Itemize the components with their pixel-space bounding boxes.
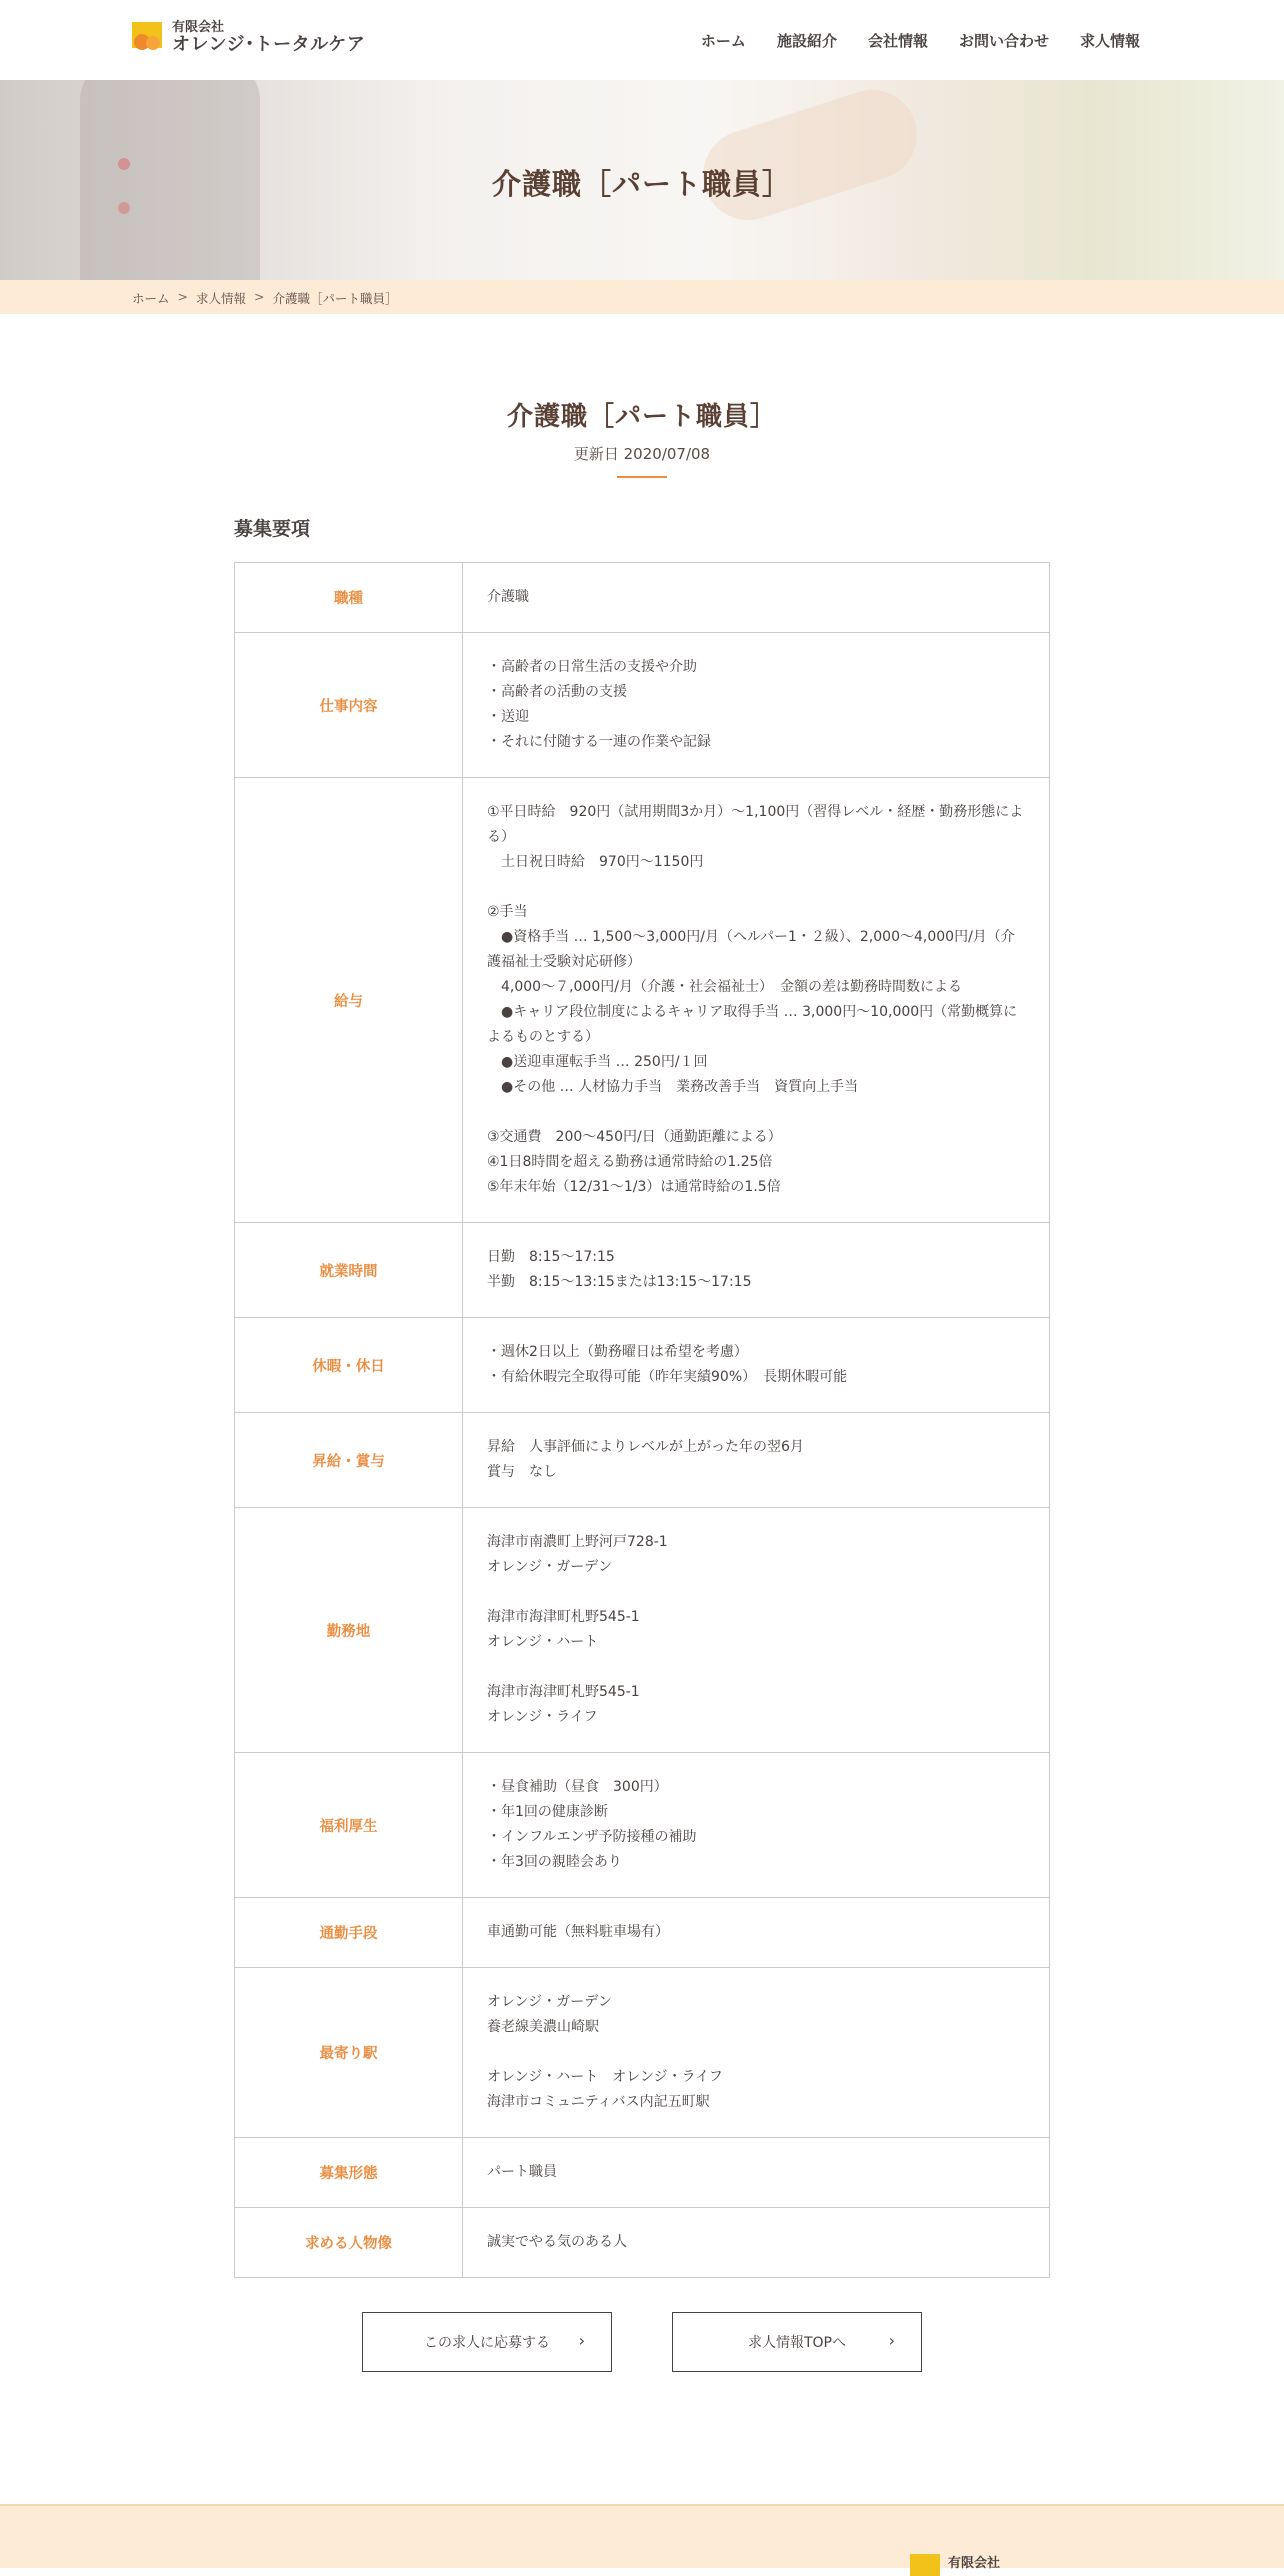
breadcrumb-separator: > (254, 289, 265, 304)
table-row-value: オレンジ・ガーデン 養老線美濃山崎駅 オレンジ・ハート オレンジ・ライフ 海津市コミュニティバス内記五町駅 (487, 1994, 723, 2110)
table-row-value: 誠実でやる気のある人 (487, 2234, 627, 2250)
table-row (235, 563, 1049, 632)
table-row-label: 求める人物像 (235, 2208, 463, 2277)
updated-date: 更新日 2020/07/08 (573, 445, 711, 463)
table-row-value: ・高齢者の日常生活の支援や介助 ・高齢者の活動の支援 ・送迎 ・それに付随する一連の作業や記録 (487, 659, 711, 750)
table-row-value: ・昼食補助（昼食 300円） ・年1回の健康診断 ・インフルエンザ予防接種の補助 ・年3回の親睦会あり (487, 1779, 697, 1870)
table-row-value: パート職員 (487, 2164, 557, 2180)
chevron-right-icon: › (888, 2331, 895, 2350)
table-row (235, 1317, 1049, 1412)
global-nav (701, 30, 1140, 51)
breadcrumb-home[interactable]: ホーム (132, 291, 170, 306)
nav-contact[interactable]: お問い合わせ (958, 32, 1049, 50)
apply-button-label: この求人に応募する (424, 2335, 550, 2351)
table-row-label: 福利厚生 (235, 1753, 463, 1897)
logo-company-name: オレンジ･トータルケア (172, 34, 366, 56)
table-row-label: 就業時間 (235, 1223, 463, 1317)
table-row-label: 給与 (235, 778, 463, 1222)
table-row-label: 最寄り駅 (235, 1968, 463, 2137)
section-title: 募集要項 (234, 518, 311, 540)
recruit-top-button[interactable] (672, 2312, 922, 2372)
nav-recruit[interactable]: 求人情報 (1079, 32, 1140, 50)
logo-company-type: 有限会社 (172, 19, 225, 35)
table-row (235, 1897, 1049, 1967)
footer-logo-mark-icon (910, 2554, 940, 2576)
table-row-value: 車通勤可能（無料駐車場有） (487, 1924, 669, 1940)
chevron-right-icon: › (578, 2331, 585, 2350)
table-row-value: ・週休2日以上（勤務曜日は希望を考慮） ・有給休暇完全取得可能（昨年実績90%） 長期休暇可能 (487, 1344, 848, 1385)
table-row-label: 職種 (235, 563, 463, 632)
footer-logo[interactable] (910, 2552, 1000, 2576)
table-row (235, 1752, 1049, 1897)
hero-banner (0, 80, 1284, 280)
table-row-label: 募集形態 (235, 2138, 463, 2207)
table-row-label: 仕事内容 (235, 633, 463, 777)
breadcrumb-current: 介護職［パート職員］ (272, 291, 398, 306)
table-row (235, 1222, 1049, 1317)
table-row-value: 介護職 (487, 589, 529, 605)
table-row-label: 勤務地 (235, 1508, 463, 1752)
nav-home[interactable]: ホーム (700, 32, 746, 50)
table-row (235, 777, 1049, 1222)
breadcrumb (0, 280, 1284, 314)
table-row-value: 日勤 8:15～17:15 半勤 8:15～13:15または13:15～17:15 (487, 1249, 752, 1290)
table-row (235, 2207, 1049, 2277)
logo-mark-icon (132, 20, 166, 56)
hero-title: 介護職［パート職員］ (491, 167, 792, 201)
table-row-value: 昇給 人事評価によりレベルが上がった年の翌6月 賞与 なし (487, 1439, 804, 1480)
page-title: 介護職［パート職員］ (506, 402, 777, 432)
job-details-table (234, 562, 1050, 2278)
apply-button[interactable] (362, 2312, 612, 2372)
table-row-value: ①平日時給 920円（試用期間3か月）～1,100円（習得レベル・経歴・勤務形態による） 土日祝日時給 970円～1150円 ②手当 ●資格手当 … 1,500～3,000円/月（ヘルパー1・２級）、2,000～4,000円/月（介護福祉士受験対応研修） 4,000～７,000円/月（介護・社会福祉士） 金額の差は勤務時間数による ●キャリア段位制度によるキャリア取得手当 … 3,000円～10,000円（常勤概算によるものとする） ●送迎車運転手当 … 250円/１回 ●その他 … 人材協力手当 業務改善手当 資質向上手当 ③交通費 200～450円/日（通勤距離による） ④1日8時間を超える勤務は通常時給の1.25倍 ⑤年末年始（12/31～1/3）は通常時給の1.5倍 (487, 804, 1024, 1195)
site-header (0, 0, 1284, 80)
table-row (235, 1412, 1049, 1507)
title-underline (617, 476, 667, 478)
footer-logo-text: 有限会社 (948, 2556, 1001, 2571)
breadcrumb-recruit[interactable]: 求人情報 (196, 291, 247, 306)
table-row (235, 632, 1049, 777)
recruit-top-button-label: 求人情報TOPへ (747, 2335, 846, 2351)
logo[interactable] (132, 20, 365, 56)
site-footer (0, 2504, 1284, 2571)
nav-facilities[interactable]: 施設紹介 (776, 32, 837, 50)
table-row-value: 海津市南濃町上野河戸728-1 オレンジ・ガーデン 海津市海津町札野545-1 オレンジ・ハート 海津市海津町札野545-1 オレンジ・ライフ (487, 1534, 668, 1725)
table-row (235, 1507, 1049, 1752)
table-row (235, 2137, 1049, 2207)
table-row-label: 通勤手段 (235, 1898, 463, 1967)
table-row-label: 昇給・賞与 (235, 1413, 463, 1507)
breadcrumb-separator: > (177, 289, 188, 304)
table-row (235, 1967, 1049, 2137)
nav-company[interactable]: 会社情報 (867, 32, 928, 50)
table-row-label: 休暇・休日 (235, 1318, 463, 1412)
